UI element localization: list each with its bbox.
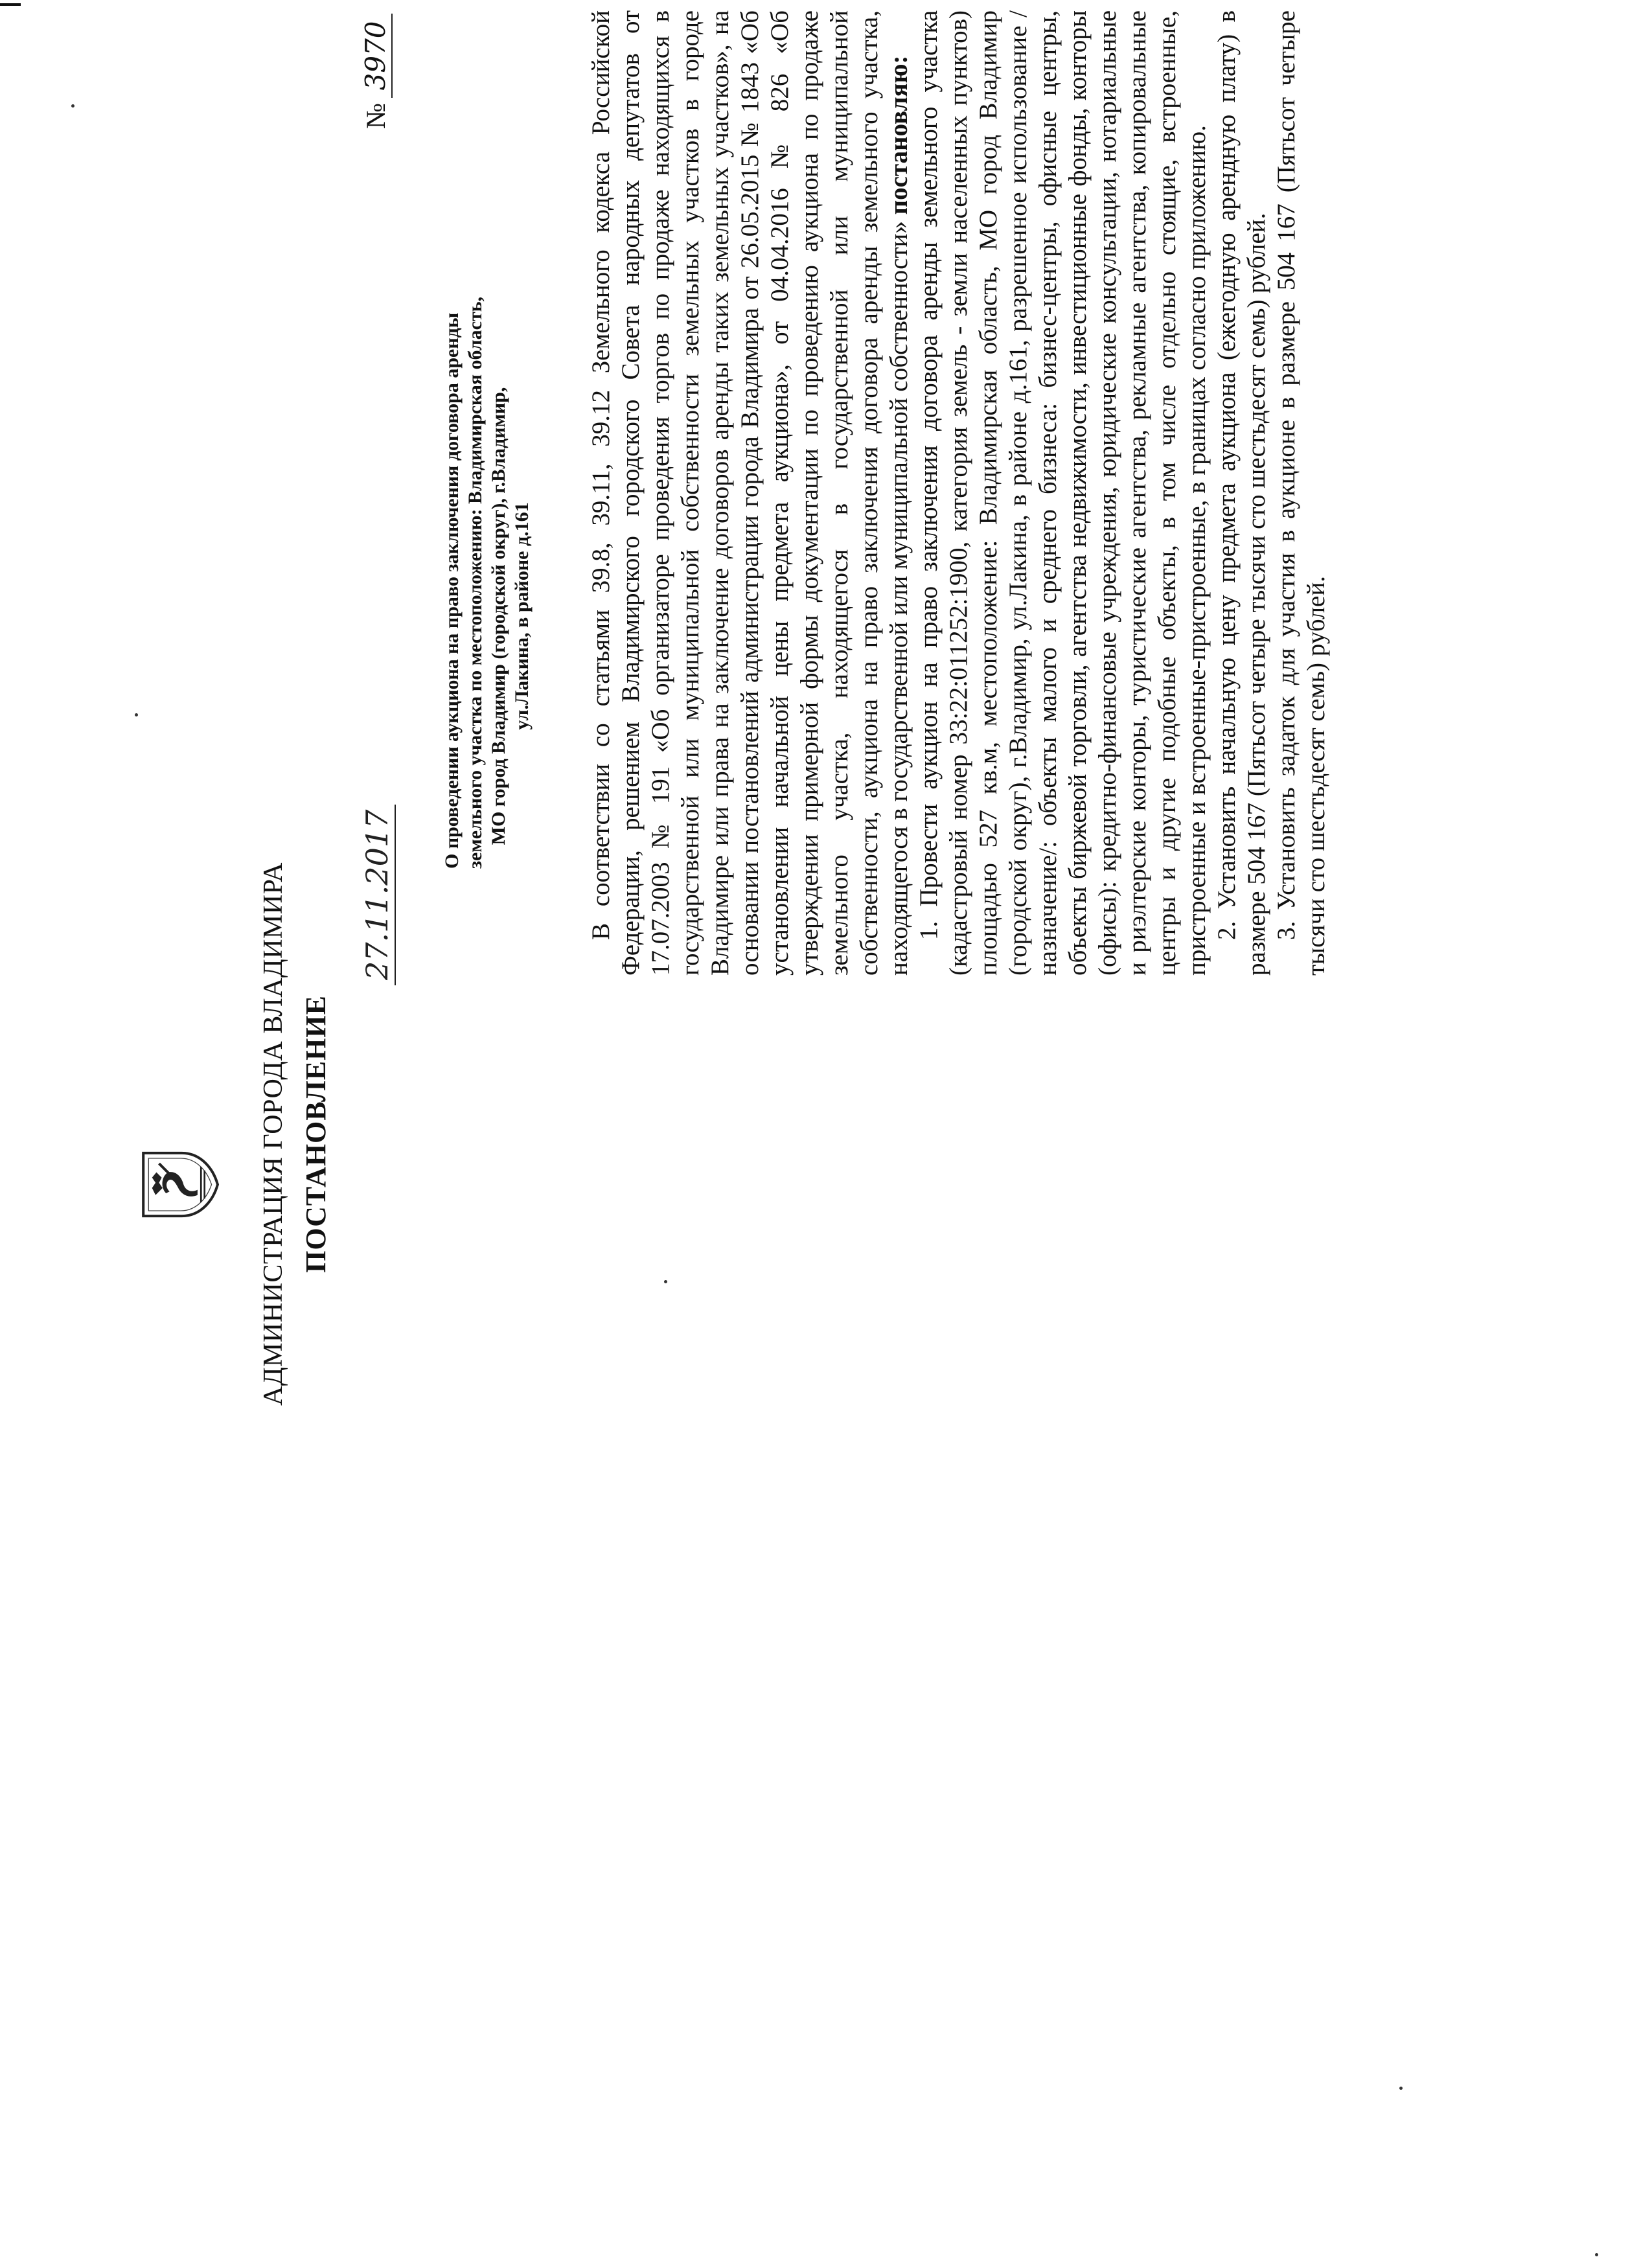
scan-speck bbox=[135, 713, 138, 716]
coat-of-arms-icon bbox=[133, 1141, 220, 1228]
document-body bbox=[586, 10, 1331, 976]
organization-title: АДМИНИСТРАЦИЯ ГОРОДА ВЛАДИМИРА bbox=[258, 862, 288, 1406]
preamble-text: В соответствии со статьями 39.8, 39.11, 39.12 Земельного кодекса Российской Федерации, решением Владимирского городского Совета народных депутатов от 17.07.2003 № 191 «Об организаторе проведения торгов по продаже находящихся в государственной или муниципальной собственности земельных участков в городе Владимире или права на заключение договоров аренды таких земельных участков», на основании постановлений администрации города Владимира от 26.05.2015 № 1843 «Об установлении начальной цены предмета аукциона», от 04.04.2016 № 826 «Об утверждении примерной формы документации по проведению аукциона по продаже земельного участка, находящегося в государственной или муниципальной собственности, аукциона на право заключения договора аренды земельного участка, находящегося в государственной или муниципальной собственности» bbox=[587, 10, 913, 976]
scan-edge-mark bbox=[0, 3, 21, 6]
scan-speck bbox=[1399, 2087, 1403, 2090]
item-paragraph: 3. Установить задаток для участия в аукционе в размере 504 167 (Пятьсот четыре тысячи сто шестьдесят семь) рублей. bbox=[1272, 10, 1330, 976]
document-date: 27.11.2017 bbox=[360, 805, 396, 985]
subject-line: О проведении аукциона на право заключения договора аренды bbox=[441, 312, 463, 869]
item-paragraph: 2. Установить начальную цену предмета аукциона (ежегодную арендную плату) в размере 504 167 (Пятьсот четыре тысячи сто шестьдесят семь) рублей. bbox=[1213, 10, 1270, 976]
resolution-keyword: постановляю: bbox=[885, 55, 913, 215]
item-paragraph: 1. Провести аукцион на право заключения договора аренды земельного участка (кадастровый номер 33:22:011252:1900, категория земель - земли населенных пунктов) площадью 527 кв.м, местоположение: Владимирская область, МО город Владимир (городской округ), г.Владимир, ул.Лакина, в районе д.161, разрешенное использование /назначение/: объекты малого и среднего бизнеса: бизнес-центры, офисные центры, объекты биржевой торговли, агентства недвижимости, инвестиционные фонды, конторы (офисы): кредитно-финансовые учреждения, юридические консультации, нотариальные и риэлтерские конторы, туристические агентства, рекламные агентства, копировальные центры и другие подобные объекты, в том числе отдельно стоящие, встроенные, пристроенные и встроенные-пристроенные, в границах согласно приложению. bbox=[915, 10, 1211, 976]
scan-speck bbox=[71, 104, 75, 108]
preamble-paragraph bbox=[586, 10, 914, 976]
document-type-title: ПОСТАНОВЛЕНИЕ bbox=[300, 995, 332, 1273]
subject-line: МО город Владимир (городской округ), г.Владимир, bbox=[488, 387, 509, 845]
document-subject bbox=[441, 296, 534, 869]
document-number bbox=[360, 14, 393, 129]
scan-speck bbox=[1595, 2253, 1598, 2256]
number-value: 3970 bbox=[360, 14, 393, 98]
number-prefix: № bbox=[361, 102, 391, 129]
subject-line: ул.Лакина, в районе д.161 bbox=[511, 502, 533, 730]
subject-line: земельного участка по местоположению: Владимирская область, bbox=[465, 296, 486, 869]
scan-speck bbox=[664, 1280, 667, 1283]
